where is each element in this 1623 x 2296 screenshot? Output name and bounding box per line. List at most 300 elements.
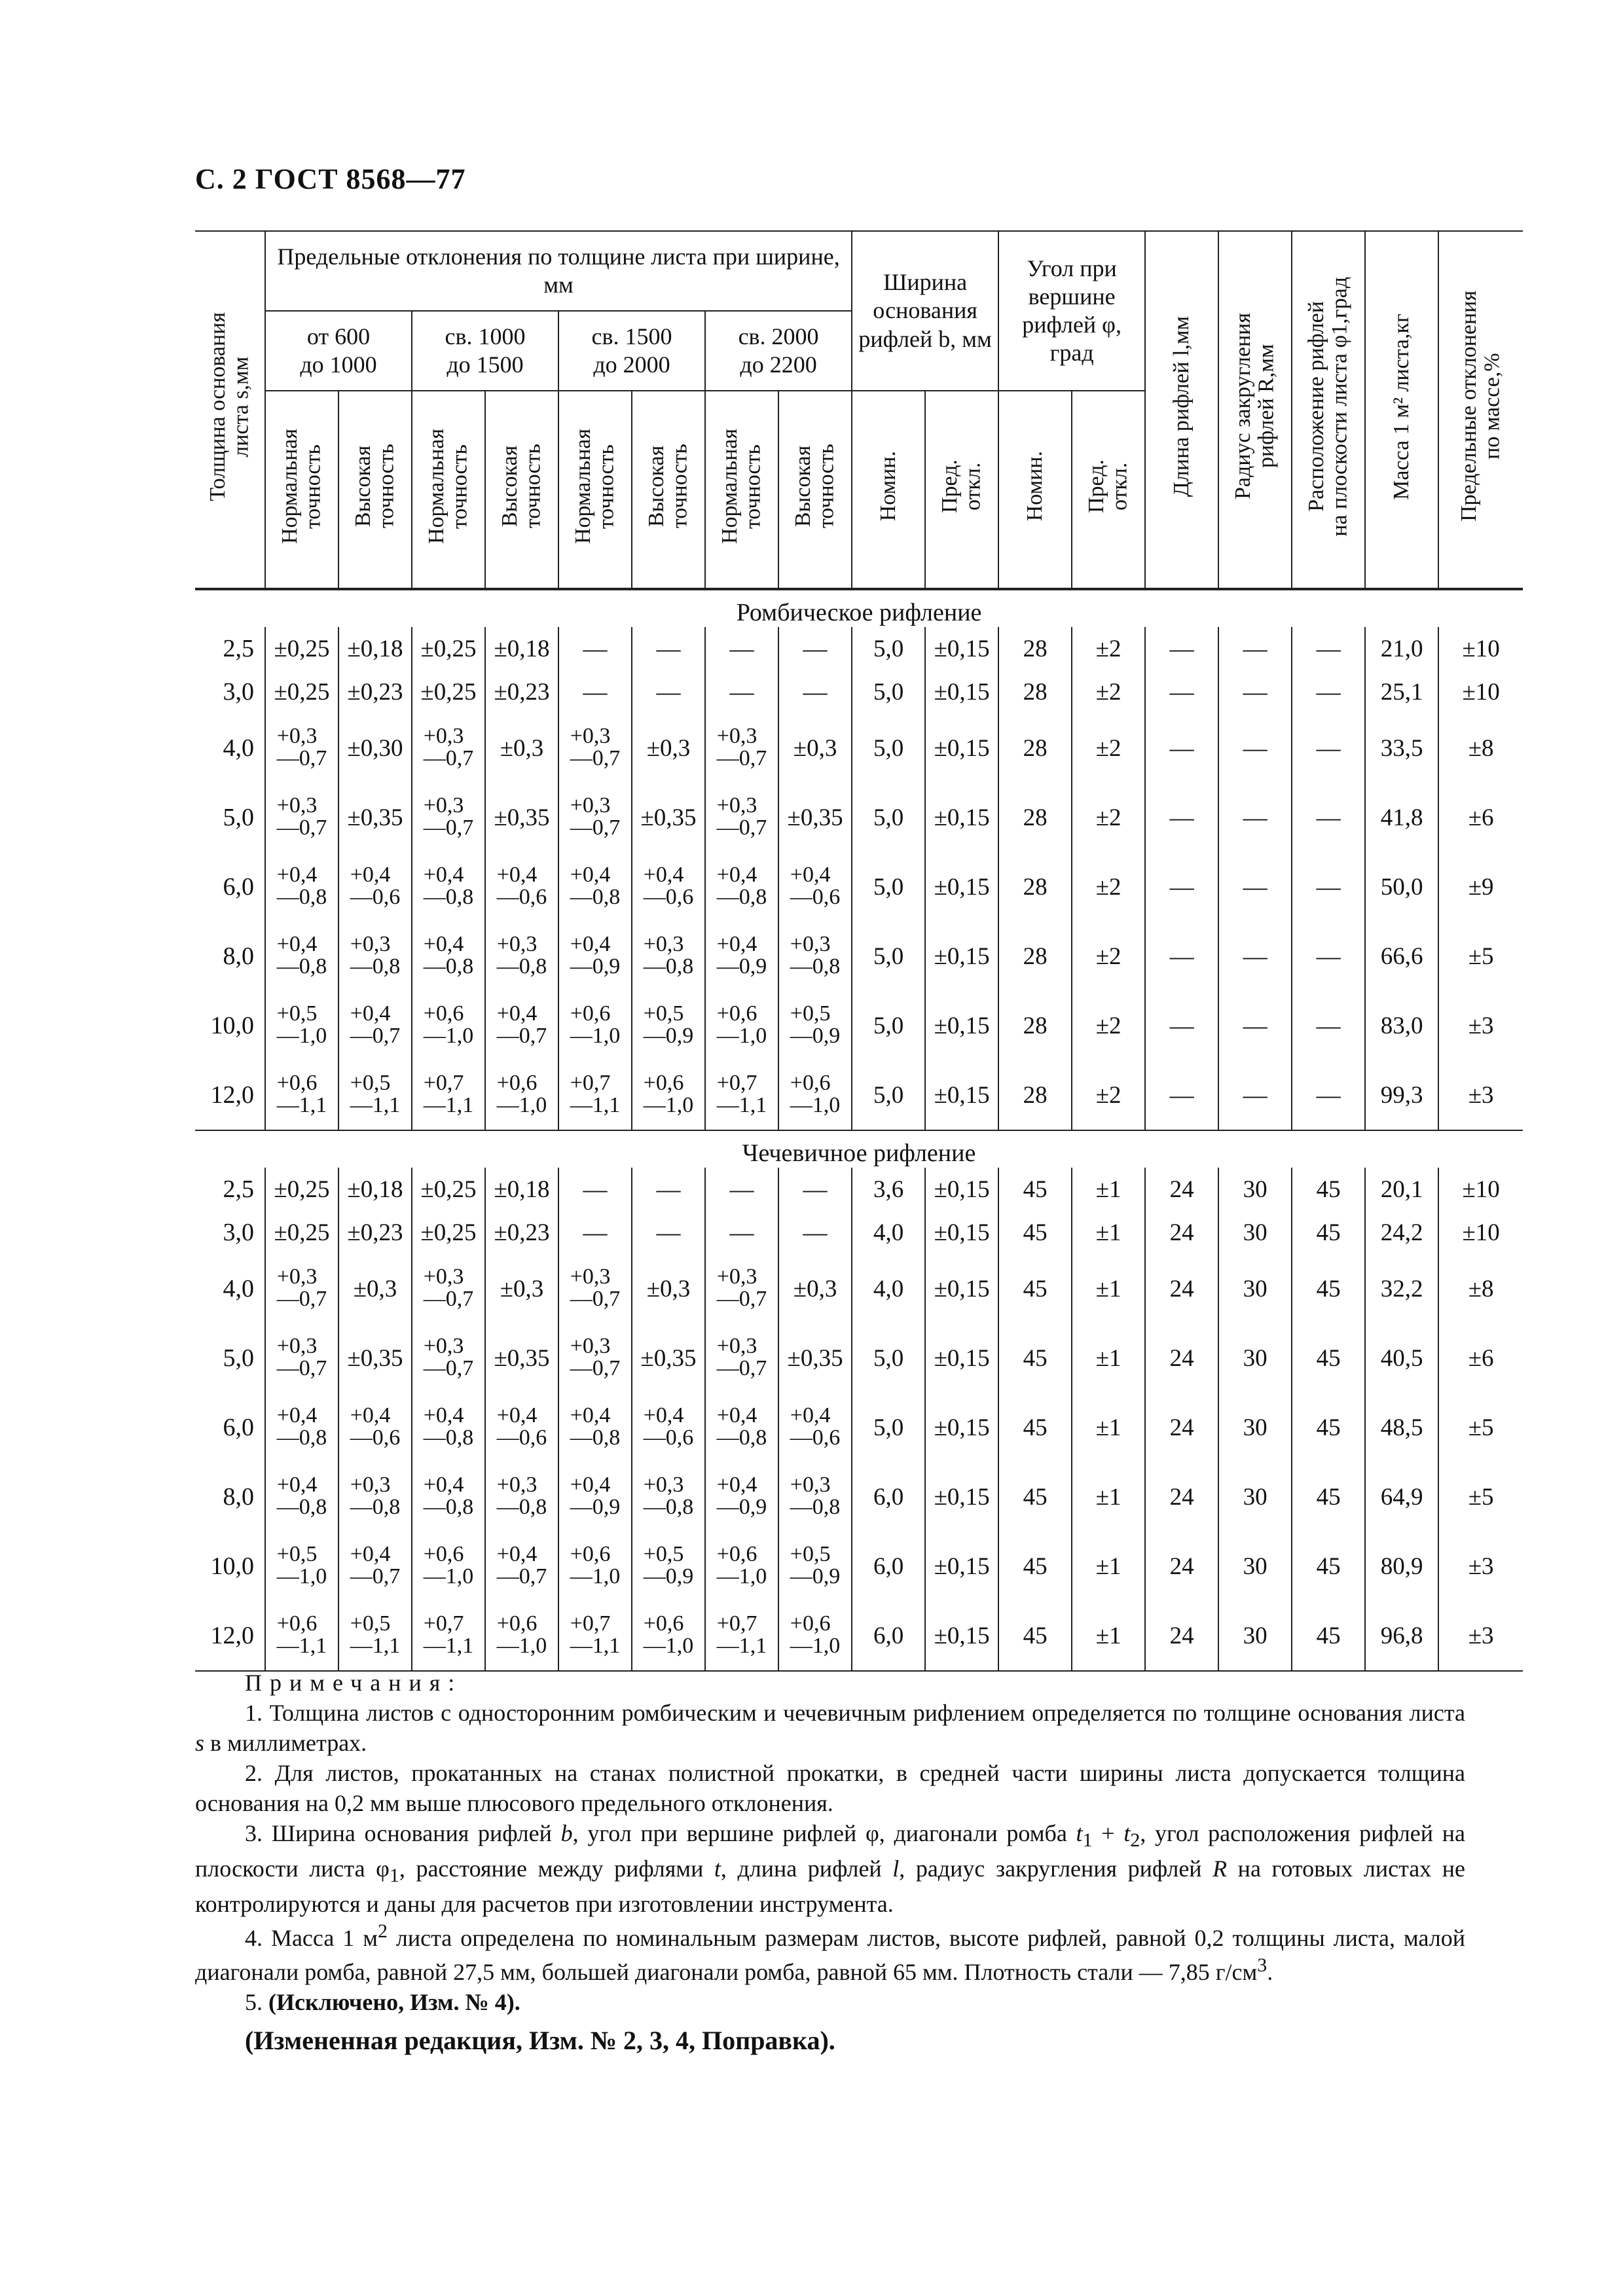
deviation-value: +0,4 (496, 1403, 538, 1427)
accuracy-high-label (792, 444, 838, 528)
rib-width-cell: 5,0 (852, 852, 925, 922)
deviation-value: +0,7 (716, 1071, 757, 1095)
deviation-value: +0,3 (350, 1473, 391, 1497)
deviation-value: +0,4 (350, 1001, 391, 1026)
accuracy-high-label (498, 444, 545, 528)
rib-width-tolerance-cell: ±0,15 (925, 1601, 998, 1671)
width-range-line: от 600 (306, 323, 371, 350)
apex-angle-cell: 45 (998, 1462, 1072, 1532)
thickness-deviation-cell: ±0,23 (485, 1211, 558, 1254)
deviation-pair (570, 1266, 621, 1310)
thickness-deviation-cell (412, 1254, 485, 1323)
deviation-value: —0,7 (716, 1356, 767, 1380)
deviation-value: —0,7 (570, 1287, 621, 1311)
deviation-pair (350, 1405, 401, 1449)
table-row (195, 852, 1523, 922)
deviation-pair (717, 1543, 767, 1588)
deviation-pair (717, 1474, 767, 1518)
deviation-pair (277, 725, 327, 770)
width-range-line: до 1000 (300, 351, 377, 378)
radius-cell: 30 (1218, 1254, 1292, 1323)
apex-angle-tolerance-cell: ±2 (1072, 627, 1145, 670)
deviation-value: +0,4 (716, 863, 757, 887)
thickness-cell: 12,0 (195, 1060, 265, 1130)
deviation-pair (717, 933, 767, 978)
rib-width-cell: 6,0 (852, 1601, 925, 1671)
deviation-value: —0,7 (276, 1356, 327, 1380)
deviation-value: +0,4 (570, 1473, 611, 1497)
mass-tolerance-cell: ±8 (1438, 713, 1523, 783)
deviation-value: +0,4 (643, 1403, 684, 1427)
table-row (195, 1060, 1523, 1130)
thickness-cell: 6,0 (195, 852, 265, 922)
thickness-deviation-cell: — (632, 627, 705, 670)
deviation-value: —0,9 (643, 1564, 694, 1588)
thickness-deviation-cell (485, 922, 558, 991)
deviation-value: +0,3 (570, 1334, 611, 1358)
thickness-deviation-cell (485, 1462, 558, 1532)
accuracy-normal-header (705, 391, 778, 589)
label-line: точность (374, 444, 399, 529)
thickness-deviation-cell (265, 852, 338, 922)
thickness-deviation-cell (705, 991, 778, 1060)
thickness-deviation-cell: ±0,25 (265, 627, 338, 670)
thickness-deviation-cell (558, 1601, 632, 1671)
thickness-deviation-cell: ±0,25 (265, 1168, 338, 1211)
accuracy-high-label (645, 444, 691, 528)
deviation-value: +0,4 (276, 863, 318, 887)
deviation-value: +0,6 (570, 1542, 611, 1566)
deviation-value: —0,8 (276, 1495, 327, 1519)
table-body (195, 589, 1523, 1671)
label-line: откл. (1108, 462, 1133, 511)
mass-deviation-header (1438, 231, 1523, 589)
deviation-value: —0,8 (570, 885, 621, 909)
label-line: Высокая (351, 445, 376, 528)
label-line: Пред. (1084, 459, 1109, 513)
thickness-deviation-cell (265, 1532, 338, 1601)
deviation-pair (790, 864, 841, 908)
position-header (1292, 231, 1365, 589)
deviation-value: —0,7 (716, 746, 767, 770)
section-title-row (195, 1130, 1523, 1168)
deviation-pair (350, 933, 401, 978)
tolerance-label (938, 459, 985, 513)
apex-angle-tolerance-cell: ±2 (1072, 783, 1145, 852)
apex-angle-tolerance-cell: ±1 (1072, 1393, 1145, 1462)
deviation-pair (277, 1003, 327, 1047)
accuracy-high-label (352, 444, 398, 528)
apex-angle-tolerance-cell: ±2 (1072, 852, 1145, 922)
thickness-deviation-cell (632, 1601, 705, 1671)
thickness-deviation-cell (705, 713, 778, 783)
apex-angle-cell: 28 (998, 713, 1072, 783)
deviation-value: +0,5 (350, 1611, 391, 1636)
thickness-deviation-cell (265, 1254, 338, 1323)
thickness-deviation-cell (338, 1060, 412, 1130)
deviation-value: +0,6 (496, 1071, 538, 1095)
deviation-value: +0,4 (350, 1403, 391, 1427)
thickness-deviation-cell: ±0,18 (485, 1168, 558, 1211)
deviation-value: +0,3 (570, 1265, 611, 1289)
deviation-pair (570, 1072, 621, 1117)
thickness-deviation-cell: ±0,25 (412, 1211, 485, 1254)
radius-cell: — (1218, 627, 1292, 670)
thickness-deviation-cell (558, 1060, 632, 1130)
thickness-deviation-cell: — (558, 1168, 632, 1211)
table-row (195, 922, 1523, 991)
thickness-deviation-cell: — (632, 670, 705, 713)
thickness-deviation-cell: ±0,18 (338, 1168, 412, 1211)
deviation-value: —0,8 (570, 1426, 621, 1450)
mass-tolerance-cell: ±3 (1438, 1532, 1523, 1601)
thickness-deviation-cell (412, 1060, 485, 1130)
thickness-deviation-cell: ±0,35 (485, 1323, 558, 1393)
radius-cell: — (1218, 922, 1292, 991)
rib-length-cell: 24 (1145, 1462, 1218, 1532)
deviation-value: —0,6 (350, 885, 401, 909)
deviation-pair (350, 1543, 401, 1588)
thickness-deviation-cell (558, 1254, 632, 1323)
deviation-value: —1,1 (350, 1634, 401, 1658)
deviation-value: +0,3 (423, 724, 464, 748)
deviation-value: —0,7 (423, 746, 474, 770)
nominal-header (852, 391, 925, 589)
deviation-value: —0,6 (350, 1426, 401, 1450)
deviation-value: —0,8 (423, 885, 474, 909)
thickness-deviation-cell: ±0,35 (338, 783, 412, 852)
mass-cell: 80,9 (1365, 1532, 1438, 1601)
deviation-value: —0,8 (790, 1495, 841, 1519)
rib-width-cell: 5,0 (852, 1060, 925, 1130)
deviation-value: —0,7 (716, 816, 767, 840)
deviation-value: +0,3 (643, 1473, 684, 1497)
deviation-pair (717, 725, 767, 770)
deviation-pair (790, 933, 841, 978)
thickness-deviation-cell: — (558, 627, 632, 670)
deviation-value: +0,4 (570, 1403, 611, 1427)
deviation-value: +0,5 (643, 1542, 684, 1566)
apex-angle-cell: 45 (998, 1168, 1072, 1211)
thickness-deviation-cell (558, 1462, 632, 1532)
thickness-cell: 5,0 (195, 1323, 265, 1393)
rib-width-cell: 4,0 (852, 1254, 925, 1323)
deviation-value: +0,3 (350, 932, 391, 956)
deviation-pair (644, 1474, 694, 1518)
thickness-deviation-cell (485, 1060, 558, 1130)
table-row (195, 783, 1523, 852)
note-4: 4. Масса 1 $м^2$ листа определена по номинальным размерам листов, высоте рифлей, равной 0,2 толщины листа, малой диагонали ромба, равной 27,5 мм, большей диагонали ромба, равной 65 мм. Плотность стали — 7,85 $г/см^3$. (195, 1920, 1465, 1985)
radius-cell: — (1218, 1060, 1292, 1130)
deviation-value: +0,4 (643, 863, 684, 887)
apex-angle-cell: 45 (998, 1211, 1072, 1254)
thickness-deviation-cell (412, 1532, 485, 1601)
label-line: Длина рифлей l,мм (1169, 315, 1194, 497)
thickness-cell: 2,5 (195, 1168, 265, 1211)
deviation-value: —0,7 (276, 746, 327, 770)
thickness-cell: 5,0 (195, 783, 265, 852)
thickness-deviation-cell (778, 991, 852, 1060)
width-range-header (412, 311, 558, 391)
deviation-pair (350, 1474, 401, 1518)
deviation-pair (717, 1335, 767, 1380)
thickness-deviation-cell (705, 1393, 778, 1462)
deviation-value: +0,4 (423, 932, 464, 956)
deviation-value: +0,3 (570, 724, 611, 748)
thickness-deviation-cell (778, 852, 852, 922)
apex-angle-cell: 28 (998, 922, 1072, 991)
mass-cell: 25,1 (1365, 670, 1438, 713)
width-range-line: до 2200 (740, 351, 817, 378)
thickness-cell: 6,0 (195, 1393, 265, 1462)
rib-width-tolerance-cell: ±0,15 (925, 627, 998, 670)
thickness-deviation-cell: — (632, 1211, 705, 1254)
label-line: по массе,% (1480, 353, 1505, 460)
deviation-value: —0,9 (790, 1564, 841, 1588)
radius-cell: 30 (1218, 1211, 1292, 1254)
label-line: Нормальная (718, 428, 742, 544)
accuracy-normal-label (278, 429, 325, 544)
deviation-pair (570, 1335, 621, 1380)
thickness-deviation-cell: ±0,3 (485, 1254, 558, 1323)
rib-width-cell: 5,0 (852, 1393, 925, 1462)
mass-header-label (1390, 314, 1413, 500)
width-range-header (265, 311, 412, 391)
table-row (195, 1168, 1523, 1211)
thickness-deviation-cell: ±0,25 (412, 670, 485, 713)
mass-cell: 24,2 (1365, 1211, 1438, 1254)
deviation-value: —1,0 (496, 1093, 547, 1117)
rib-width-cell: 6,0 (852, 1462, 925, 1532)
deviation-value: +0,5 (790, 1542, 831, 1566)
deviation-pair (277, 1072, 327, 1117)
rib-width-cell: 5,0 (852, 783, 925, 852)
deviation-value: +0,3 (496, 1473, 538, 1497)
deviation-value: —0,9 (716, 1495, 767, 1519)
position-angle-cell: 45 (1292, 1168, 1365, 1211)
width-range-line: до 2000 (593, 351, 670, 378)
deviation-value: +0,4 (350, 863, 391, 887)
rib-width-cell: 5,0 (852, 627, 925, 670)
deviation-value: +0,4 (496, 1542, 538, 1566)
mass-cell: 41,8 (1365, 783, 1438, 852)
apex-angle-tolerance-cell: ±2 (1072, 713, 1145, 783)
thickness-deviation-cell: ±0,35 (632, 1323, 705, 1393)
deviation-value: +0,7 (716, 1611, 757, 1636)
accuracy-high-header (485, 391, 558, 589)
mass-cell: 32,2 (1365, 1254, 1438, 1323)
deviation-pair (570, 1405, 621, 1449)
deviation-value: —1,1 (423, 1093, 474, 1117)
thickness-cell: 10,0 (195, 991, 265, 1060)
deviation-value: —0,8 (276, 885, 327, 909)
deviation-value: +0,4 (570, 863, 611, 887)
rib-width-cell: 5,0 (852, 922, 925, 991)
rib-width-tolerance-cell: ±0,15 (925, 1211, 998, 1254)
deviation-value: +0,6 (423, 1542, 464, 1566)
width-range-line: до 1500 (447, 351, 524, 378)
thickness-cell: 8,0 (195, 922, 265, 991)
deviation-value: —0,7 (423, 1356, 474, 1380)
deviation-value: —1,1 (276, 1093, 327, 1117)
label-line: Нормальная (571, 428, 596, 544)
deviation-value: —0,8 (716, 885, 767, 909)
deviation-value: —0,8 (643, 1495, 694, 1519)
apex-angle-cell: 45 (998, 1532, 1072, 1601)
apex-angle-tolerance-cell: ±1 (1072, 1601, 1145, 1671)
nominal-label (877, 451, 900, 521)
radius-cell: 30 (1218, 1323, 1292, 1393)
deviation-value: +0,4 (276, 1403, 318, 1427)
deviation-pair (570, 864, 621, 908)
thickness-cell: 4,0 (195, 1254, 265, 1323)
deviation-value: —1,0 (570, 1564, 621, 1588)
thickness-deviation-cell (705, 1601, 778, 1671)
deviation-value: +0,6 (643, 1611, 684, 1636)
deviation-value: —0,7 (716, 1287, 767, 1311)
label-line: Высокая (498, 445, 522, 528)
mass-tolerance-cell: ±9 (1438, 852, 1523, 922)
deviation-value: —0,6 (643, 885, 694, 909)
note-5: 5. (Исключено, Изм. № 4). (245, 1988, 520, 2015)
deviation-pair (424, 1405, 474, 1449)
apex-angle-cell: 28 (998, 1060, 1072, 1130)
thickness-deviation-cell (705, 852, 778, 922)
section-title-row (195, 589, 1523, 627)
thickness-deviation-cell (705, 1532, 778, 1601)
label-line: Нормальная (278, 428, 302, 544)
thickness-deviation-cell (412, 1601, 485, 1671)
amendment-note: (Измененная редакция, Изм. № 2, 3, 4, Поправка). (245, 2025, 835, 2055)
deviation-value: —0,9 (716, 954, 767, 978)
deviation-value: —1,1 (423, 1634, 474, 1658)
deviation-pair (350, 1072, 401, 1117)
rib-width-tolerance-cell: ±0,15 (925, 922, 998, 991)
label-line: рифлей R,мм (1254, 344, 1279, 469)
deviation-value: —0,9 (570, 954, 621, 978)
label-line: точность (741, 444, 765, 529)
notes (195, 1668, 1465, 2057)
apex-angle-tolerance-cell: ±2 (1072, 670, 1145, 713)
note-1: 1. Толщина листов с односторонним ромбическим и чечевичным рифлением определяется по толщине основания листа s в миллиметрах. (195, 1700, 1465, 1757)
apex-angle-header: Угол при вершине рифлей φ, град (998, 231, 1145, 391)
label-line: Высокая (791, 445, 816, 528)
width-range-header (705, 311, 852, 391)
deviation-value: —1,0 (790, 1093, 841, 1117)
deviation-value: +0,6 (496, 1611, 538, 1636)
thickness-deviation-cell (778, 922, 852, 991)
deviation-pair (790, 1003, 841, 1047)
deviation-pair (644, 1613, 694, 1657)
deviation-pair (790, 1474, 841, 1518)
deviation-pair (424, 1003, 474, 1047)
deviation-pair (644, 1405, 694, 1449)
deviation-value: —0,7 (496, 1564, 547, 1588)
deviation-pair (790, 1405, 841, 1449)
mass-cell: 20,1 (1365, 1168, 1438, 1211)
thickness-cell: 2,5 (195, 627, 265, 670)
deviation-pair (424, 1613, 474, 1657)
thickness-deviation-cell (265, 1462, 338, 1532)
deviation-value: +0,6 (716, 1001, 757, 1026)
deviation-value: —0,8 (643, 954, 694, 978)
thickness-deviation-cell (265, 991, 338, 1060)
position-angle-cell: 45 (1292, 1601, 1365, 1671)
deviation-value: +0,3 (423, 793, 464, 817)
deviation-pair (424, 1474, 474, 1518)
thickness-cell: 12,0 (195, 1601, 265, 1671)
thickness-deviation-cell (558, 1393, 632, 1462)
label-line: точность (668, 444, 692, 529)
thickness-deviation-cell (705, 1254, 778, 1323)
table-row (195, 1601, 1523, 1671)
deviation-value: +0,3 (643, 932, 684, 956)
radius-cell: 30 (1218, 1462, 1292, 1532)
position-angle-cell: — (1292, 991, 1365, 1060)
apex-angle-tolerance-cell: ±1 (1072, 1168, 1145, 1211)
deviation-pair (790, 1613, 841, 1657)
position-angle-cell: — (1292, 852, 1365, 922)
thickness-deviation-cell (558, 713, 632, 783)
label-line: Толщина основания (206, 312, 230, 501)
label-line: точность (594, 444, 619, 529)
thickness-deviation-cell (558, 922, 632, 991)
thickness-deviation-cell: ±0,23 (485, 670, 558, 713)
rib-width-tolerance-cell: ±0,15 (925, 991, 998, 1060)
nominal-header (998, 391, 1072, 589)
deviation-value: +0,6 (643, 1071, 684, 1095)
position-angle-cell: 45 (1292, 1254, 1365, 1323)
deviation-pair (424, 933, 474, 978)
table-row (195, 713, 1523, 783)
thickness-deviation-cell: — (705, 1211, 778, 1254)
deviation-value: +0,3 (716, 1334, 757, 1358)
rib-length-cell: 24 (1145, 1211, 1218, 1254)
deviation-value: +0,3 (716, 724, 757, 748)
thickness-deviation-cell (778, 1393, 852, 1462)
apex-angle-cell: 28 (998, 852, 1072, 922)
radius-cell: 30 (1218, 1168, 1292, 1211)
thickness-deviation-cell (485, 1601, 558, 1671)
deviation-pair (717, 1405, 767, 1449)
thickness-deviation-header: Предельные отклонения по толщине листа при ширине, мм (265, 231, 852, 311)
rib-width-tolerance-cell: ±0,15 (925, 783, 998, 852)
rib-length-cell: — (1145, 670, 1218, 713)
deviation-value: —0,7 (570, 1356, 621, 1380)
deviation-value: —0,8 (496, 954, 547, 978)
deviation-value: +0,6 (790, 1611, 831, 1636)
thickness-deviation-cell (632, 991, 705, 1060)
label-line: Масса 1 м² листа,кг (1389, 313, 1414, 500)
deviation-value: —0,7 (496, 1024, 547, 1048)
deviation-pair (424, 864, 474, 908)
deviation-value: +0,3 (716, 793, 757, 817)
deviation-pair (350, 864, 401, 908)
deviation-pair (277, 1613, 327, 1657)
deviation-value: +0,6 (423, 1001, 464, 1026)
deviation-value: +0,4 (716, 932, 757, 956)
note-2: 2. Для листов, прокатанных на станах полистной прокатки, в средней части ширины листа допускается толщина основания на 0,2 мм выше плюсового предельного отклонения. (195, 1760, 1465, 1817)
table-row (195, 1532, 1523, 1601)
radius-cell: — (1218, 991, 1292, 1060)
section-title: Ромбическое рифление (195, 589, 1523, 627)
radius-cell: 30 (1218, 1393, 1292, 1462)
deviation-pair (277, 864, 327, 908)
nominal-label (1023, 451, 1047, 521)
deviation-pair (497, 1543, 547, 1588)
mass-tolerance-cell: ±3 (1438, 1060, 1523, 1130)
deviation-value: —0,9 (790, 1024, 841, 1048)
